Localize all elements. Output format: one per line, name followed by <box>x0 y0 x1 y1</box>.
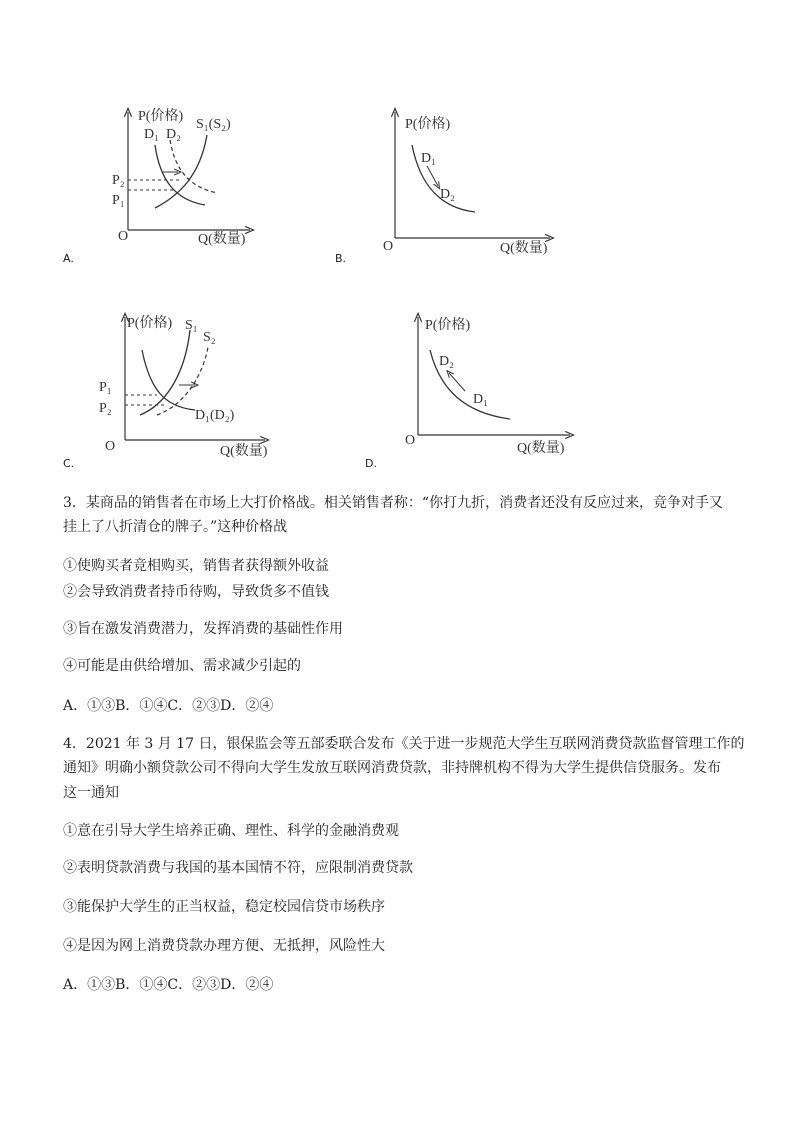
q3-item-4: ④可能是由供给增加、需求减少引起的 <box>63 658 301 674</box>
option-c-label: C. <box>63 457 75 470</box>
q3-choices: A．①③B．①④C．②③D．②④ <box>63 698 274 714</box>
supply-curve-s2 <box>157 347 208 415</box>
d1-label: D₁ <box>144 127 159 142</box>
d1-label: D₁ <box>421 151 436 166</box>
movement-arrow <box>427 166 438 186</box>
d1-label: D₁ <box>473 392 488 407</box>
p-low-label: P₂ <box>99 401 112 416</box>
x-axis-label: Q(数量) <box>500 241 548 256</box>
graph-a <box>100 100 270 250</box>
s2-label: S₂ <box>203 330 216 345</box>
q4-item-3: ③能保护大学生的正当权益，稳定校园信贷市场秩序 <box>63 899 385 915</box>
d2-label: D₂ <box>439 354 454 369</box>
movement-arrow <box>449 373 465 391</box>
p-high-label: P₂ <box>112 173 125 188</box>
q4-choices: A．①③B．①④C．②③D．②④ <box>63 977 274 993</box>
graph-d <box>405 305 580 460</box>
x-axis-label: Q(数量) <box>220 444 268 459</box>
option-a-label: A. <box>63 252 74 265</box>
y-axis-label: P(价格) <box>138 109 184 124</box>
supply-label: S₁(S₂) <box>196 117 231 132</box>
origin-label: O <box>383 239 394 254</box>
graph-d-svg <box>405 305 580 460</box>
q3-stem-line2: 挂上了八折清仓的牌子。”这种价格战 <box>63 519 288 535</box>
q4-item-4: ④是因为网上消费贷款办理方便、无抵押，风险性大 <box>63 938 385 954</box>
y-axis-label: P(价格) <box>405 117 451 132</box>
d2-label: D₂ <box>166 127 181 142</box>
q4-item-2: ②表明贷款消费与我国的基本国情不符，应限制消费贷款 <box>63 860 413 876</box>
supply-curve-s1 <box>140 330 190 415</box>
option-b-label: B. <box>335 252 347 265</box>
option-d-label: D. <box>365 457 377 470</box>
y-axis-label: P(价格) <box>127 316 173 331</box>
s1-label: S₁ <box>185 318 198 333</box>
origin-label: O <box>405 433 416 448</box>
origin-label: O <box>118 229 129 244</box>
q3-item-2: ②会导致消费者持币待购，导致货多不值钱 <box>63 584 329 600</box>
y-axis-label: P(价格) <box>425 318 471 333</box>
x-axis-label: Q(数量) <box>517 441 565 456</box>
d2-label: D₂ <box>440 187 455 202</box>
demand-curve <box>142 350 195 410</box>
demand-label: D₁(D₂) <box>195 408 235 423</box>
graph-a-svg <box>100 100 270 250</box>
graph-b-svg <box>375 100 565 256</box>
q3-item-1: ①使购买者竞相购买，销售者获得额外收益 <box>63 558 329 574</box>
q3-stem-line1: 3．某商品的销售者在市场上大打价格战。相关销售者称：“你打九折，消费者还没有反应过来，竞争对手又 <box>63 495 724 511</box>
graph-c <box>95 305 285 460</box>
q4-item-1: ①意在引导大学生培养正确、理性、科学的金融消费观 <box>63 823 399 839</box>
q3-item-3: ③旨在激发消费潜力，发挥消费的基础性作用 <box>63 621 343 637</box>
q4-stem-line2: 通知》明确小额贷款公司不得向大学生发放互联网消费贷款，非持牌机构不得为大学生提供信贷服务。发布 <box>63 760 721 776</box>
demand-curve-d2 <box>170 140 218 193</box>
x-axis-label: Q(数量) <box>198 232 246 247</box>
graph-b <box>375 100 565 256</box>
q4-stem-line3: 这一通知 <box>63 785 119 801</box>
graph-c-svg <box>95 305 285 460</box>
p-high-label: P₁ <box>99 380 112 395</box>
demand-curve-d1 <box>155 145 205 205</box>
origin-label: O <box>105 439 116 454</box>
p-low-label: P₁ <box>112 193 125 208</box>
q4-stem-line1: 4．2021 年 3 月 17 日，银保监会等五部委联合发布《关于进一步规范大学生互联网消费贷款监督管理工作的 <box>63 736 745 752</box>
